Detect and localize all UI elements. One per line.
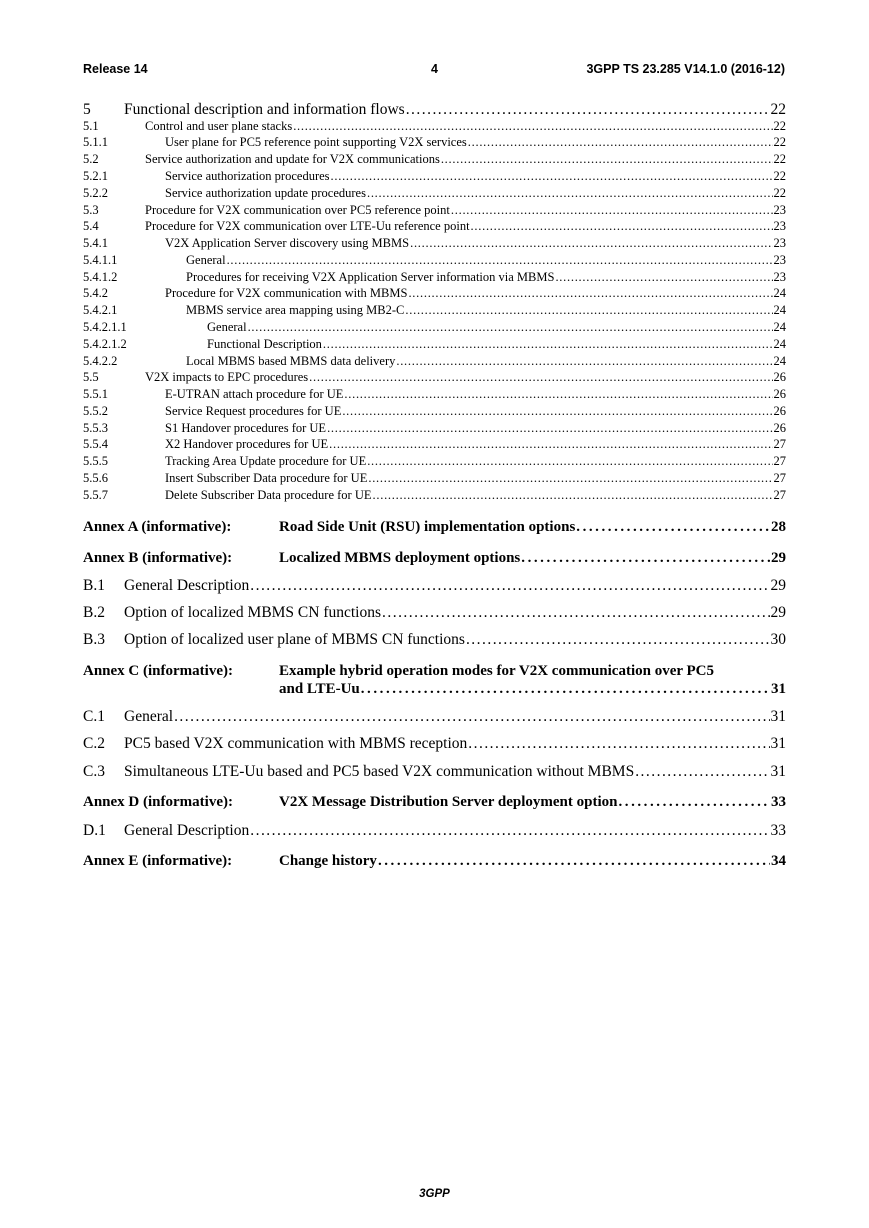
toc-entry-number: 5.3 <box>83 203 99 217</box>
toc-entry-page: 33 <box>770 822 786 839</box>
toc-entry[interactable] <box>83 253 786 268</box>
toc-leader-dots <box>227 253 773 268</box>
toc-entry[interactable] <box>83 454 786 469</box>
toc-leader-dots <box>367 186 773 201</box>
toc-entry-number: C.2 <box>83 735 105 752</box>
toc-leader-dots <box>367 454 772 469</box>
toc-leader-dots <box>331 169 773 184</box>
toc-entry-page: 27 <box>773 471 786 485</box>
toc-entry-title: General <box>124 708 174 725</box>
toc-entry[interactable] <box>83 604 786 622</box>
toc-entry-title: General Description <box>124 822 250 839</box>
toc-leader-dots <box>250 822 769 840</box>
toc-entry-title: Functional Description <box>207 337 322 351</box>
toc-leader-dots <box>555 270 772 285</box>
toc-annex-entry[interactable] <box>83 681 786 698</box>
toc-entry-page: 27 <box>773 454 786 468</box>
toc-entry-number: Annex B (informative): <box>83 550 233 566</box>
toc-entry-title: General <box>207 320 247 334</box>
header-page-number: 4 <box>431 62 438 76</box>
toc-entry-page: 29 <box>770 604 786 621</box>
toc-entry-title: General <box>186 253 226 267</box>
toc-leader-dots <box>248 320 773 335</box>
toc-entry-page: 31 <box>770 763 786 780</box>
toc-leader-dots <box>344 387 772 402</box>
toc-entry-title: Insert Subscriber Data procedure for UE <box>165 471 368 485</box>
toc-entry[interactable] <box>83 203 786 218</box>
toc-entry-number: 5.2.2 <box>83 186 108 200</box>
toc-entry-title: X2 Handover procedures for UE <box>165 437 329 451</box>
toc-entry-number: 5.2.1 <box>83 169 108 183</box>
toc-entry-title: V2X Message Distribution Server deployment option <box>279 794 618 810</box>
toc-leader-dots <box>466 631 770 649</box>
toc-entry[interactable] <box>83 354 786 369</box>
toc-entry-number: Annex C (informative): <box>83 663 233 679</box>
toc-entry-page: 24 <box>773 354 786 368</box>
toc-entry-title: Option of localized MBMS CN functions <box>124 604 382 621</box>
toc-leader-dots <box>521 550 770 567</box>
toc-entry-title: S1 Handover procedures for UE <box>165 421 327 435</box>
toc-entry-page: 23 <box>773 270 786 284</box>
toc-entry[interactable] <box>83 488 786 503</box>
toc-entry-title: Service Request procedures for UE <box>165 404 342 418</box>
toc-entry-number: C.3 <box>83 763 105 780</box>
toc-entry[interactable] <box>83 387 786 402</box>
toc-leader-dots <box>635 763 769 781</box>
toc-entry-page: 33 <box>771 794 786 810</box>
toc-leader-dots <box>406 101 770 119</box>
toc-leader-dots <box>368 471 772 486</box>
toc-entry[interactable] <box>83 735 786 753</box>
toc-entry-number: Annex D (informative): <box>83 794 233 810</box>
toc-leader-dots <box>468 135 773 150</box>
toc-entry-title: E-UTRAN attach procedure for UE <box>165 387 344 401</box>
toc-entry-title: Procedures for receiving V2X Application Server information via MBMS <box>186 270 555 284</box>
toc-entry-title: Change history <box>279 853 377 869</box>
toc-entry-title: MBMS service area mapping using MB2-C <box>186 303 405 317</box>
toc-entry-number: 5.5 <box>83 370 99 384</box>
toc-annex-entry[interactable] <box>83 794 786 811</box>
toc-leader-dots <box>174 708 769 726</box>
toc-leader-dots <box>576 519 770 536</box>
toc-entry[interactable] <box>83 169 786 184</box>
toc-entry-title: Delete Subscriber Data procedure for UE <box>165 488 372 502</box>
toc-entry-title: V2X Application Server discovery using MBMS <box>165 236 410 250</box>
toc-entry-page: 22 <box>773 119 786 133</box>
toc-leader-dots <box>410 236 772 251</box>
toc-leader-dots <box>309 370 772 385</box>
toc-entry-page: 31 <box>770 708 786 725</box>
toc-entry-title: Procedure for V2X communication with MBMS <box>165 286 408 300</box>
toc-entry-number: 5.5.1 <box>83 387 108 401</box>
toc-leader-dots <box>405 303 772 318</box>
toc-leader-dots <box>327 421 772 436</box>
toc-entry-number: D.1 <box>83 822 106 839</box>
toc-entry-page: 27 <box>773 488 786 502</box>
toc-entry[interactable] <box>83 135 786 150</box>
toc-entry-title: V2X impacts to EPC procedures <box>145 370 309 384</box>
toc-leader-dots <box>468 735 769 753</box>
toc-leader-dots <box>382 604 769 622</box>
toc-entry[interactable] <box>83 437 786 452</box>
toc-entry-page: 26 <box>773 421 786 435</box>
toc-entry-page: 24 <box>773 337 786 351</box>
toc-entry-page: 22 <box>773 169 786 183</box>
toc-leader-dots <box>293 119 772 134</box>
toc-leader-dots <box>378 853 770 870</box>
toc-entry-page: 23 <box>773 219 786 233</box>
toc-leader-dots <box>361 681 770 698</box>
toc-entry-number: 5 <box>83 101 91 118</box>
toc-entry-title: Simultaneous LTE-Uu based and PC5 based V2X communication without MBMS <box>124 763 635 780</box>
toc-entry[interactable] <box>83 822 786 840</box>
toc-entry[interactable] <box>83 631 786 649</box>
toc-entry[interactable] <box>83 320 786 335</box>
toc-leader-dots <box>373 488 773 503</box>
toc-entry-title: Service authorization and update for V2X communications <box>145 152 440 166</box>
toc-entry-number: 5.4.2.1.1 <box>83 320 127 334</box>
toc-entry[interactable] <box>83 337 786 352</box>
toc-entry[interactable] <box>83 708 786 726</box>
toc-entry-number: 5.5.4 <box>83 437 108 451</box>
toc-entry-page: 23 <box>773 236 786 250</box>
toc-leader-dots <box>396 354 772 369</box>
toc-entry-number: 5.4.1 <box>83 236 108 250</box>
toc-entry-page: 22 <box>773 135 786 149</box>
toc-entry[interactable] <box>83 152 786 167</box>
toc-entry-title: Road Side Unit (RSU) implementation options <box>279 519 576 535</box>
toc-entry-number: 5.4.2.1 <box>83 303 118 317</box>
toc-entry-page: 24 <box>773 320 786 334</box>
toc-entry-title: Procedure for V2X communication over PC5 reference point <box>145 203 450 217</box>
toc-entry-title: Example hybrid operation modes for V2X communication over PC5 <box>279 663 714 679</box>
toc-entry-number: 5.4.1.1 <box>83 253 118 267</box>
toc-entry-page: 22 <box>770 101 786 118</box>
toc-entry[interactable] <box>83 119 786 134</box>
toc-entry[interactable] <box>83 763 786 781</box>
toc-entry[interactable] <box>83 404 786 419</box>
footer-3gpp: 3GPP <box>419 1188 450 1200</box>
toc-entry-page: 26 <box>773 370 786 384</box>
toc-entry-title: PC5 based V2X communication with MBMS reception <box>124 735 468 752</box>
toc-entry-number: B.2 <box>83 604 105 621</box>
toc-entry-number: Annex A (informative): <box>83 519 232 535</box>
toc-entry-page: 31 <box>770 735 786 752</box>
toc-entry-page: 27 <box>773 437 786 451</box>
toc-entry-number: 5.4.2.2 <box>83 354 118 368</box>
toc-leader-dots <box>250 577 769 595</box>
toc-entry-page: 22 <box>773 186 786 200</box>
toc-leader-dots <box>471 219 773 234</box>
toc-leader-dots <box>323 337 773 352</box>
toc-entry-title: Procedure for V2X communication over LTE-Uu reference point <box>145 219 470 233</box>
toc-entry[interactable] <box>83 236 786 251</box>
toc-annex-entry[interactable] <box>83 550 786 567</box>
toc-entry-number: 5.5.5 <box>83 454 108 468</box>
toc-entry-number: C.1 <box>83 708 105 725</box>
toc-entry-number: 5.1.1 <box>83 135 108 149</box>
header-spec-id: 3GPP TS 23.285 V14.1.0 (2016-12) <box>586 62 785 76</box>
toc-entry-number: 5.4.2 <box>83 286 108 300</box>
toc-entry-page: 30 <box>770 631 786 648</box>
toc-entry[interactable] <box>83 370 786 385</box>
toc-leader-dots <box>329 437 772 452</box>
toc-entry[interactable] <box>83 186 786 201</box>
toc-entry-number: 5.5.6 <box>83 471 108 485</box>
toc-entry[interactable] <box>83 577 786 595</box>
toc-entry-page: 23 <box>773 203 786 217</box>
toc-entry-title: Localized MBMS deployment options <box>279 550 521 566</box>
toc-entry-title: Local MBMS based MBMS data delivery <box>186 354 396 368</box>
toc-entry-number: 5.4.2.1.2 <box>83 337 127 351</box>
toc-entry-title: Option of localized user plane of MBMS CN functions <box>124 631 465 648</box>
toc-entry-page: 28 <box>771 519 786 535</box>
toc-entry-title: Control and user plane stacks <box>145 119 293 133</box>
toc-entry-title: Service authorization update procedures <box>165 186 366 200</box>
toc-entry-title: Service authorization procedures <box>165 169 330 183</box>
toc-entry-number: B.3 <box>83 631 105 648</box>
toc-entry-number: 5.4.1.2 <box>83 270 118 284</box>
toc-entry-page: 26 <box>773 404 786 418</box>
toc-entry[interactable] <box>83 286 786 301</box>
toc-entry-number: Annex E (informative): <box>83 853 233 869</box>
toc-entry-number: 5.5.3 <box>83 421 108 435</box>
toc-entry[interactable] <box>83 270 786 285</box>
toc-entry-page: 22 <box>773 152 786 166</box>
toc-leader-dots <box>451 203 773 218</box>
toc-entry-page: 31 <box>771 681 786 697</box>
toc-entry-number: B.1 <box>83 577 105 594</box>
toc-entry[interactable] <box>83 421 786 436</box>
toc-entry-page: 24 <box>773 286 786 300</box>
toc-entry[interactable] <box>83 471 786 486</box>
toc-entry-number: 5.5.7 <box>83 488 108 502</box>
toc-entry[interactable] <box>83 219 786 234</box>
toc-leader-dots <box>441 152 773 167</box>
toc-entry-page: 29 <box>771 550 786 566</box>
toc-entry-page: 34 <box>771 853 786 869</box>
toc-entry[interactable] <box>83 303 786 318</box>
toc-entry-page: 26 <box>773 387 786 401</box>
toc-annex-entry[interactable] <box>83 519 786 536</box>
toc-entry-page: 23 <box>773 253 786 267</box>
toc-entry-title: Functional description and information flows <box>124 101 405 118</box>
toc-entry-page: 24 <box>773 303 786 317</box>
toc-entry-page: 29 <box>770 577 786 594</box>
toc-entry-title: Tracking Area Update procedure for UE <box>165 454 367 468</box>
toc-entry-title: General Description <box>124 577 250 594</box>
toc-entry-number: 5.4 <box>83 219 99 233</box>
toc-entry[interactable] <box>83 101 786 119</box>
toc-entry-title: User plane for PC5 reference point supporting V2X services <box>165 135 467 149</box>
toc-leader-dots <box>342 404 772 419</box>
toc-leader-dots <box>618 794 770 811</box>
toc-entry-number: 5.2 <box>83 152 99 166</box>
toc-entry-number: 5.1 <box>83 119 99 133</box>
toc-annex-entry[interactable] <box>83 853 786 870</box>
header-release: Release 14 <box>83 62 148 76</box>
toc-entry-number: 5.5.2 <box>83 404 108 418</box>
toc-leader-dots <box>408 286 772 301</box>
toc-entry-title: and LTE-Uu <box>279 681 360 697</box>
